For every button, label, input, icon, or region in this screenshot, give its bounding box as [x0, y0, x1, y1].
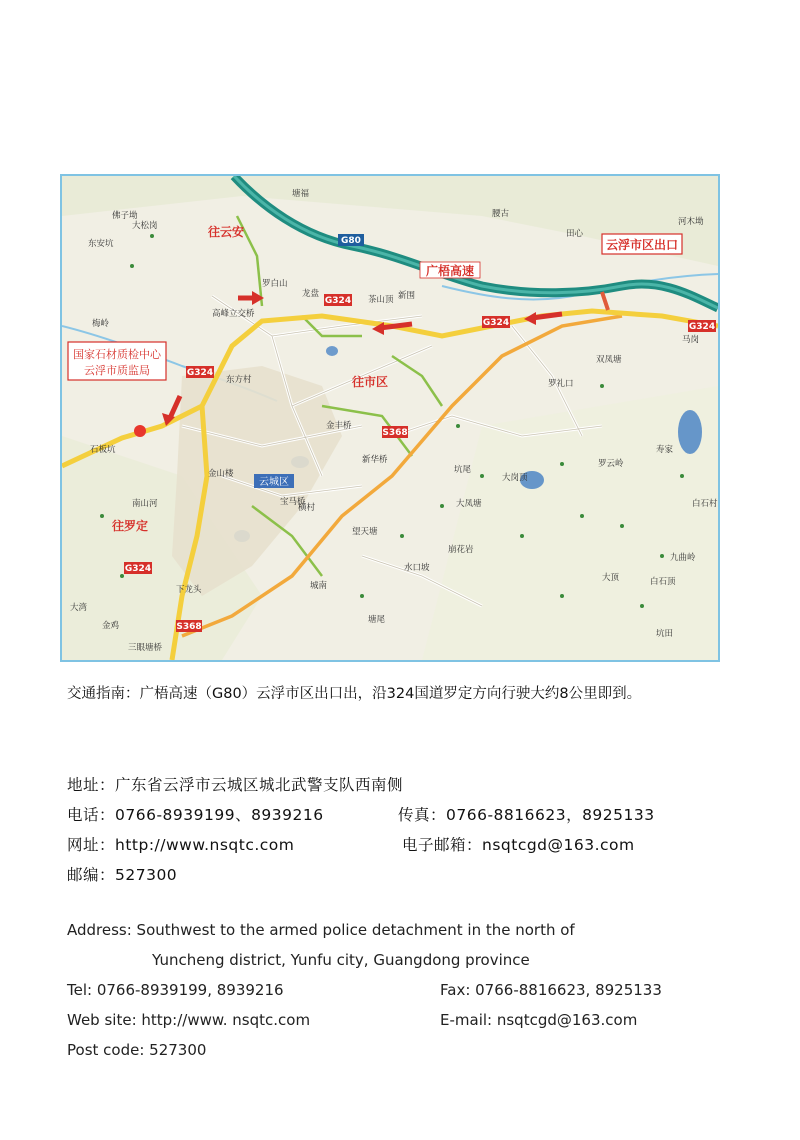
- place-name: 佛子坳: [112, 211, 138, 221]
- place-name: 坑田: [656, 629, 674, 639]
- cn-address: 地址：广东省云浮市云城区城北武警支队西南侧: [67, 776, 404, 794]
- direction-to-yunan: 往云安: [208, 225, 245, 239]
- en-tel: Tel: 0766-8939199, 8939216: [67, 981, 284, 999]
- place-name: 下龙头: [176, 585, 202, 595]
- cn-fax: 传真：0766-8816623，8925133: [398, 806, 655, 824]
- destination-marker: [134, 425, 146, 437]
- traffic-guide-caption: 交通指南：广梧高速（G80）云浮市区出口出，沿324国道罗定方向行驶大约8公里即到。: [67, 686, 642, 702]
- place-name: 双凤塘: [596, 355, 622, 365]
- place-name: 大湾: [70, 603, 88, 613]
- en-address-line1: Address: Southwest to the armed police detachment in the north of: [67, 921, 575, 939]
- place-name: 大凤塘: [456, 499, 482, 509]
- shield-s368-south: S368: [176, 622, 202, 632]
- en-postcode: Post code: 527300: [67, 1041, 207, 1059]
- shield-g324-center: G324: [324, 296, 352, 306]
- place-name: 石板坑: [90, 445, 116, 455]
- place-name: 横村: [298, 503, 316, 513]
- shield-g324-south: G324: [124, 564, 152, 574]
- place-name: 马岗: [682, 335, 700, 345]
- place-name: 罗白山: [262, 279, 288, 289]
- place-name: 南山河: [132, 499, 158, 509]
- place-name: 大岗顶: [502, 473, 528, 483]
- place-name: 金鸡: [102, 621, 120, 631]
- place-name: 罗礼口: [548, 379, 574, 389]
- place-name: 新华桥: [362, 455, 388, 465]
- shield-g324-far-east: G324: [688, 322, 716, 332]
- place-name: 茶山顶: [368, 295, 394, 305]
- place-name: 塘福: [292, 189, 310, 199]
- place-name: 东方村: [226, 375, 252, 385]
- place-name: 崩花岩: [448, 545, 474, 555]
- place-name: 塘尾: [368, 615, 386, 625]
- place-name: 九曲岭: [670, 553, 696, 563]
- place-name: 新围: [398, 291, 416, 301]
- en-email: E-mail: nsqtcgd@163.com: [440, 1011, 638, 1029]
- cn-website: 网址：http://www.nsqtc.com: [67, 836, 295, 854]
- destination-name-line2: 云浮市质监局: [84, 364, 150, 377]
- place-name: 金丰桥: [326, 421, 352, 431]
- place-name: 白石村: [692, 499, 718, 509]
- en-address-line2: Yuncheng district, Yunfu city, Guangdong province: [152, 951, 530, 969]
- place-name: 河木坳: [678, 217, 704, 227]
- place-name: 高峰立交桥: [212, 309, 255, 319]
- place-name: 宝马桥: [280, 497, 306, 507]
- shield-g324-east: G324: [482, 318, 510, 328]
- direction-to-city: 往市区: [352, 375, 389, 389]
- exit-label: 云浮市区出口: [605, 238, 679, 252]
- direction-to-luoding: 往罗定: [112, 519, 149, 533]
- place-name: 三眼塘桥: [128, 643, 163, 653]
- place-name: 罗云岭: [598, 459, 624, 469]
- place-name: 城南: [310, 581, 328, 591]
- place-name: 寿家: [656, 445, 674, 455]
- place-name: 金山楼: [208, 469, 234, 479]
- place-name: 腰古: [492, 209, 510, 219]
- cn-phone: 电话：0766-8939199、8939216: [67, 806, 324, 824]
- place-name: 水口坡: [404, 563, 430, 573]
- cn-email: 电子邮箱：nsqtcgd@163.com: [402, 836, 635, 854]
- place-name: 田心: [566, 229, 584, 239]
- place-name: 东安坑: [88, 239, 114, 249]
- place-name: 梅岭: [92, 319, 110, 329]
- expressway-name: 广梧高速: [425, 264, 475, 278]
- place-name: 望天塘: [352, 527, 378, 537]
- map-canvas: [62, 176, 718, 660]
- shield-g324-west: G324: [186, 368, 214, 378]
- place-name: 白石顶: [650, 577, 676, 587]
- district-label: 云城区: [259, 477, 289, 488]
- place-name: 大松岗: [132, 221, 158, 231]
- location-map: [60, 174, 720, 662]
- en-fax: Fax: 0766-8816623, 8925133: [440, 981, 662, 999]
- shield-g80: G80: [341, 236, 361, 246]
- shield-s368-center: S368: [382, 428, 408, 438]
- destination-name-line1: 国家石材质检中心: [73, 348, 161, 361]
- place-name: 大顶: [602, 573, 620, 583]
- en-website: Web site: http://www. nsqtc.com: [67, 1011, 311, 1029]
- place-name: 龙盘: [302, 289, 320, 299]
- place-name: 坑尾: [454, 465, 472, 475]
- cn-postcode: 邮编：527300: [67, 866, 178, 884]
